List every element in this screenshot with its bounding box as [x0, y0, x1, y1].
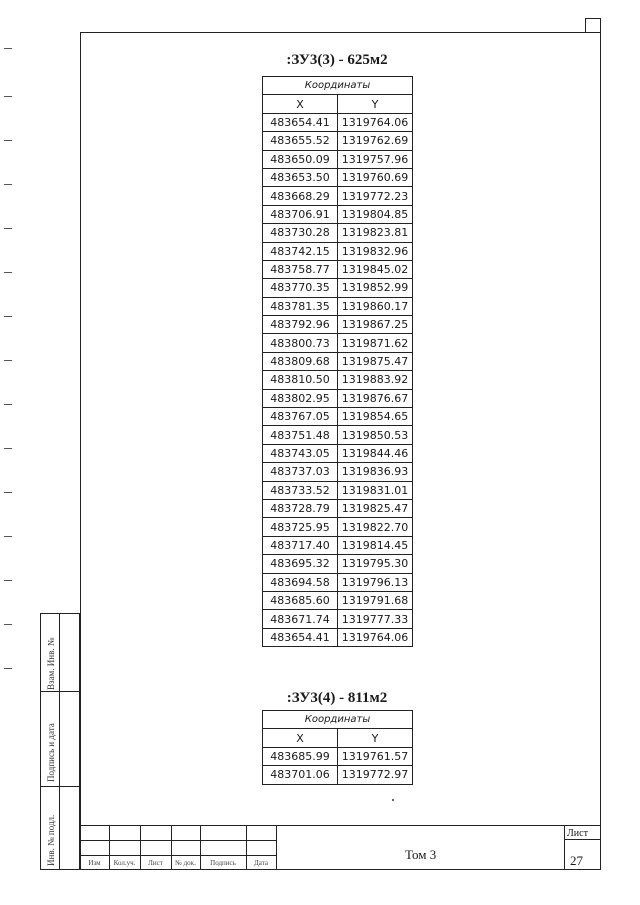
cell-x: 483654.41 [263, 628, 338, 646]
cell-x: 483743.05 [263, 444, 338, 462]
column-x-header: X [263, 729, 338, 747]
cell-y: 1319804.85 [338, 205, 413, 223]
cell-y: 1319854.65 [338, 408, 413, 426]
cell-x: 483810.50 [263, 371, 338, 389]
cell-x: 483671.74 [263, 610, 338, 628]
table-row [263, 371, 413, 389]
cell-y: 1319764.06 [338, 113, 413, 131]
side-label-vzam: Взам. Инв. № [46, 637, 56, 690]
cell-x: 483733.52 [263, 481, 338, 499]
table-row [263, 168, 413, 186]
cell-x: 483758.77 [263, 260, 338, 278]
table-row [263, 205, 413, 223]
table-row [263, 591, 413, 609]
cell-y: 1319831.01 [338, 481, 413, 499]
table-row [263, 463, 413, 481]
cell-x: 483742.15 [263, 242, 338, 260]
cell-y: 1319814.45 [338, 536, 413, 554]
column-y-header: Y [338, 729, 413, 747]
cell-y: 1319822.70 [338, 518, 413, 536]
cell-y: 1319836.93 [338, 463, 413, 481]
stamp-label-kol: Кол.уч. [113, 859, 136, 867]
table-row [263, 766, 413, 784]
cell-x: 483694.58 [263, 573, 338, 591]
cell-y: 1319825.47 [338, 499, 413, 517]
stamp-label-list: Лист [148, 859, 163, 867]
table-row [263, 555, 413, 573]
table-header: Координаты [263, 77, 413, 95]
table-row [263, 628, 413, 646]
table-row [263, 573, 413, 591]
title-block [80, 825, 601, 870]
corner-tab [585, 18, 601, 32]
table-row [263, 113, 413, 131]
column-x-header: X [263, 95, 338, 113]
cell-y: 1319772.97 [338, 766, 413, 784]
cell-y: 1319860.17 [338, 297, 413, 315]
cell-x: 483800.73 [263, 334, 338, 352]
cell-y: 1319883.92 [338, 371, 413, 389]
table-row [263, 132, 413, 150]
cell-x: 483781.35 [263, 297, 338, 315]
cell-x: 483737.03 [263, 463, 338, 481]
cell-y: 1319823.81 [338, 224, 413, 242]
volume-label: Том 3 [405, 847, 437, 862]
ink-dot [392, 799, 394, 801]
cell-y: 1319845.02 [338, 260, 413, 278]
stamp-label-doc: № док. [175, 859, 196, 867]
coordinates-table [262, 76, 413, 647]
cell-x: 483728.79 [263, 499, 338, 517]
table-row [263, 242, 413, 260]
cell-y: 1319875.47 [338, 352, 413, 370]
table-row [263, 499, 413, 517]
cell-x: 483730.28 [263, 224, 338, 242]
coordinates-table [262, 710, 413, 785]
table-row [263, 279, 413, 297]
cell-y: 1319757.96 [338, 150, 413, 168]
stamp-label-izm: Изм [88, 859, 101, 867]
cell-y: 1319867.25 [338, 316, 413, 334]
section-title: :ЗУ3(4) - 811м2 [286, 690, 388, 706]
cell-y: 1319876.67 [338, 389, 413, 407]
cell-x: 483653.50 [263, 168, 338, 186]
table-row [263, 334, 413, 352]
table-row [263, 316, 413, 334]
cell-y: 1319764.06 [338, 628, 413, 646]
sheet-number: 27 [570, 853, 583, 868]
cell-y: 1319796.13 [338, 573, 413, 591]
table-row [263, 518, 413, 536]
side-label-inv: Инв. № подл. [46, 814, 56, 866]
cell-x: 483654.41 [263, 113, 338, 131]
cell-x: 483770.35 [263, 279, 338, 297]
stamp-label-data: Дата [254, 859, 268, 867]
sheet-label: Лист [567, 828, 588, 839]
section-title: :ЗУ3(3) - 625м2 [286, 52, 388, 68]
cell-y: 1319871.62 [338, 334, 413, 352]
cell-y: 1319772.23 [338, 187, 413, 205]
cell-x: 483655.52 [263, 132, 338, 150]
cell-x: 483725.95 [263, 518, 338, 536]
cell-x: 483767.05 [263, 408, 338, 426]
cell-x: 483706.91 [263, 205, 338, 223]
cell-y: 1319777.33 [338, 610, 413, 628]
stamp-label-podpis: Подпись [210, 859, 236, 867]
cell-x: 483701.06 [263, 766, 338, 784]
side-label-podpis: Подпись и дата [46, 723, 56, 782]
column-y-header: Y [338, 95, 413, 113]
cell-y: 1319795.30 [338, 555, 413, 573]
table-row [263, 747, 413, 765]
table-row [263, 536, 413, 554]
cell-x: 483802.95 [263, 389, 338, 407]
cell-x: 483668.29 [263, 187, 338, 205]
cell-x: 483685.60 [263, 591, 338, 609]
table-row [263, 150, 413, 168]
cell-x: 483650.09 [263, 150, 338, 168]
table-row [263, 444, 413, 462]
cell-y: 1319832.96 [338, 242, 413, 260]
cell-y: 1319762.69 [338, 132, 413, 150]
table-row [263, 187, 413, 205]
cell-x: 483695.32 [263, 555, 338, 573]
cell-y: 1319761.57 [338, 747, 413, 765]
cell-y: 1319850.53 [338, 426, 413, 444]
cell-x: 483717.40 [263, 536, 338, 554]
table-row [263, 481, 413, 499]
cell-y: 1319791.68 [338, 591, 413, 609]
table-row [263, 389, 413, 407]
table-row [263, 297, 413, 315]
cell-x: 483685.99 [263, 747, 338, 765]
cell-x: 483751.48 [263, 426, 338, 444]
table-row [263, 426, 413, 444]
table-row [263, 610, 413, 628]
cell-y: 1319760.69 [338, 168, 413, 186]
cell-y: 1319852.99 [338, 279, 413, 297]
cell-y: 1319844.46 [338, 444, 413, 462]
table-row [263, 408, 413, 426]
cell-x: 483792.96 [263, 316, 338, 334]
table-row [263, 224, 413, 242]
table-row [263, 260, 413, 278]
cell-x: 483809.68 [263, 352, 338, 370]
table-row [263, 352, 413, 370]
table-header: Координаты [263, 711, 413, 729]
